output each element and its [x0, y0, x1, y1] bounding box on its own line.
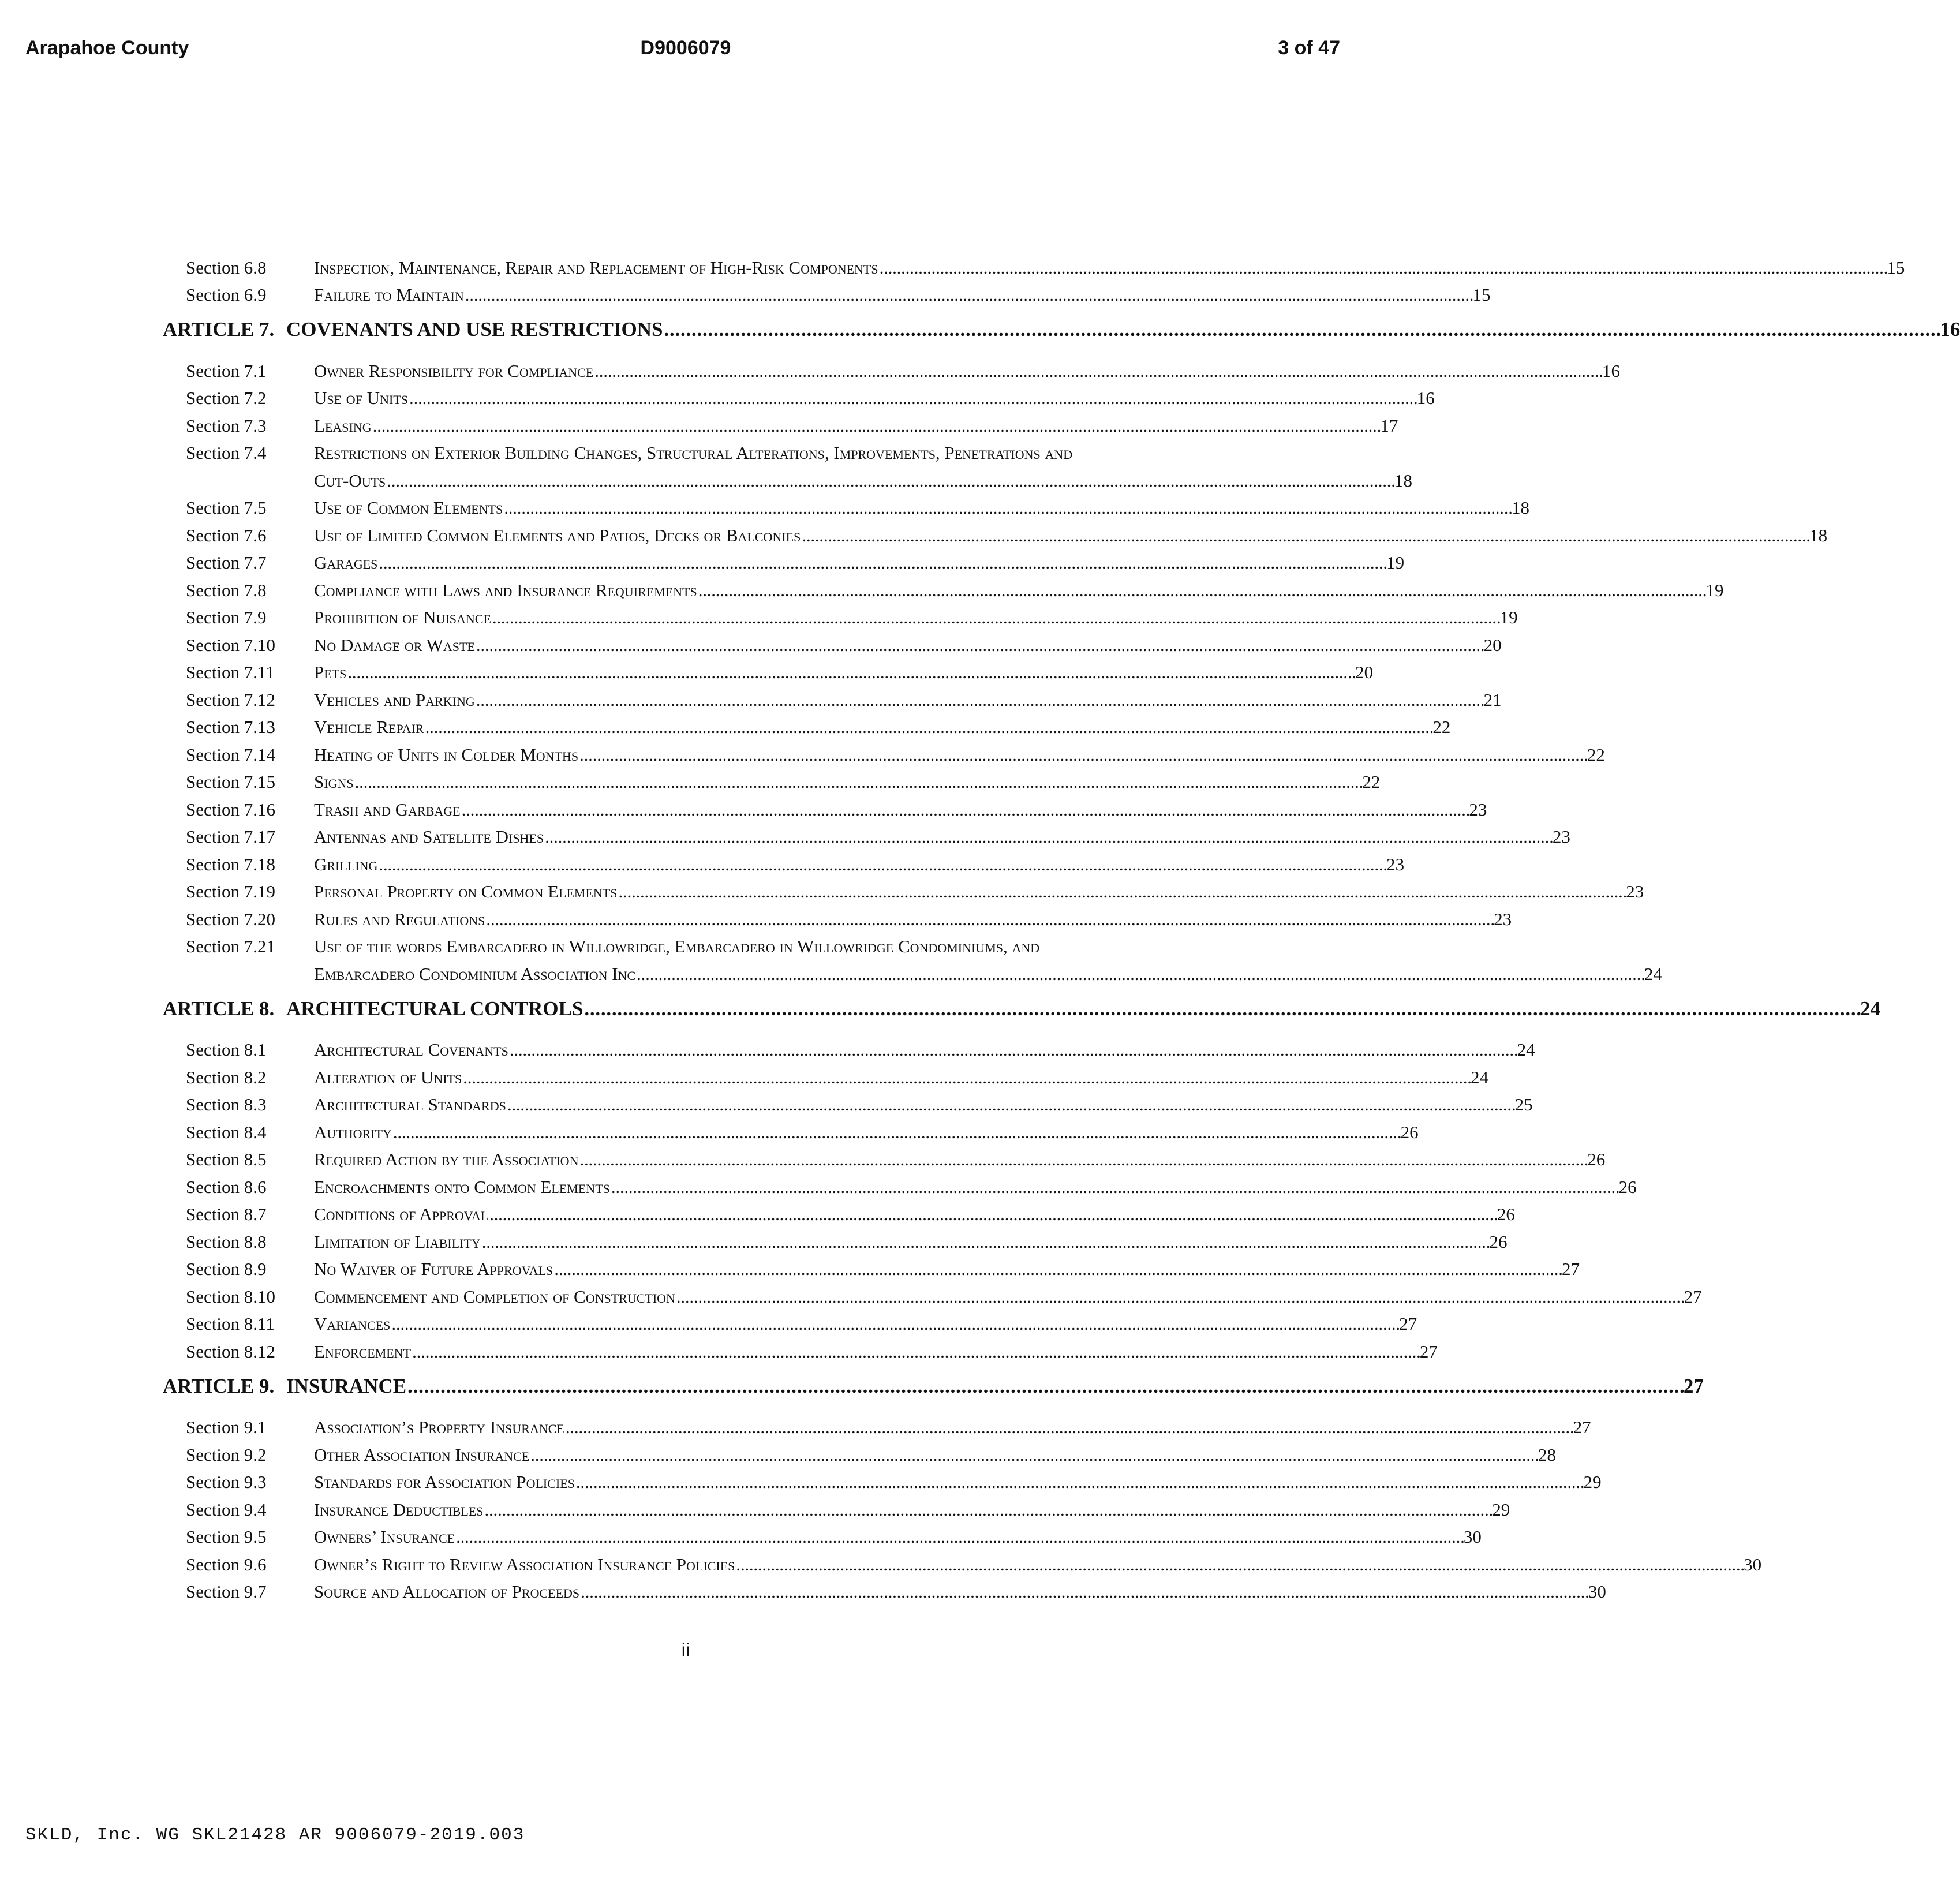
section-number: Section 9.1: [186, 1417, 267, 1437]
section-page: 27: [1573, 1417, 1591, 1437]
dot-leader: [581, 1581, 1587, 1602]
toc-section-entry: [163, 792, 1487, 820]
dot-leader: [637, 964, 1643, 985]
section-number: Section 7.2: [186, 388, 267, 408]
section-title-continued: Embarcadero Condominium Association Inc: [314, 963, 636, 984]
section-page: 19: [1499, 607, 1518, 627]
section-title: Prohibition of Nuisance: [314, 607, 491, 627]
dot-leader: [425, 717, 1432, 738]
section-page: 30: [1744, 1554, 1762, 1575]
section-number: Section 8.3: [186, 1094, 267, 1115]
section-number: Section 7.10: [186, 634, 275, 655]
toc-section-entry: [163, 436, 1212, 464]
dot-leader: [545, 827, 1551, 847]
toc-section-entry: [163, 573, 1724, 601]
toc-section-entry: [163, 1280, 1702, 1307]
toc-section-entry: [163, 546, 1405, 574]
toc-section-entry: [163, 278, 1491, 306]
section-number: Section 9.3: [186, 1472, 267, 1492]
section-title: Use of the words Embarcadero in Willowridge, Embarcadero in Willowridge Condominiums, and: [314, 936, 1040, 956]
dot-leader: [736, 1554, 1742, 1575]
toc-section-entry: [163, 1033, 1535, 1061]
section-number: Section 6.9: [186, 285, 267, 305]
toc-section-entry: [163, 820, 1570, 848]
toc-section-entry: [163, 683, 1502, 710]
section-page: 15: [1472, 285, 1491, 305]
dot-leader: [611, 1177, 1618, 1198]
section-number: Section 9.2: [186, 1444, 267, 1465]
section-number: Section 7.16: [186, 799, 275, 820]
section-page: 22: [1432, 717, 1451, 737]
toc-section-entry: [163, 875, 1644, 903]
toc-section-entry: [163, 628, 1502, 656]
section-title: Variances: [314, 1314, 391, 1334]
section-number: Section 7.19: [186, 881, 275, 902]
dot-leader: [594, 361, 1601, 382]
section-page: 18: [1809, 525, 1828, 545]
toc-section-entry: [163, 1307, 1417, 1335]
toc-section-entry: [163, 1088, 1533, 1116]
section-title: Leasing: [314, 415, 372, 436]
section-number: Section 7.15: [186, 772, 275, 792]
section-number: Section 9.5: [186, 1527, 267, 1547]
toc-section-entry: [163, 518, 1828, 546]
section-number: Section 7.14: [186, 744, 275, 765]
page-count: 3 of 47: [1278, 37, 1340, 59]
section-page: 15: [1887, 257, 1905, 278]
dot-leader: [698, 580, 1705, 601]
section-title: Owner’s Right to Review Association Insurance Policies: [314, 1554, 735, 1575]
section-page: 27: [1561, 1259, 1580, 1279]
section-number: Section 7.7: [186, 552, 267, 573]
section-page: 22: [1362, 772, 1381, 792]
dot-leader: [465, 285, 1472, 305]
section-page: 19: [1386, 552, 1405, 573]
section-number: Section 8.5: [186, 1149, 267, 1169]
section-title: No Damage or Waste: [314, 634, 475, 655]
section-title: Other Association Insurance: [314, 1444, 530, 1465]
dot-leader: [373, 416, 1379, 436]
toc-section-entry: [163, 409, 1398, 436]
dot-leader: [489, 1204, 1496, 1225]
dot-leader: [554, 1259, 1561, 1280]
dot-leader: [391, 1314, 1398, 1334]
section-title: Architectural Standards: [314, 1094, 506, 1115]
section-page: 23: [1626, 881, 1644, 902]
section-page: 18: [1512, 498, 1530, 518]
section-title: Vehicles and Parking: [314, 689, 475, 710]
article-number: ARTICLE 8.: [163, 997, 275, 1020]
article-title: INSURANCE: [286, 1374, 407, 1397]
dot-leader: [676, 1287, 1683, 1307]
section-title: Owner Responsibility for Compliance: [314, 360, 594, 381]
section-number: Section 7.6: [186, 525, 267, 545]
section-page: 24: [1471, 1067, 1488, 1087]
toc-section-entry: [163, 1198, 1515, 1225]
section-title: Authority: [314, 1121, 392, 1142]
dot-leader: [412, 1341, 1419, 1362]
dot-leader: [463, 1067, 1469, 1088]
section-title: Restrictions on Exterior Building Changes, Structural Alterations, Improvements, Penetrations and: [314, 443, 1073, 463]
section-title: Enforcement: [314, 1341, 412, 1362]
section-title: Use of Common Elements: [314, 498, 503, 518]
section-page: 20: [1483, 634, 1502, 655]
toc-section-entry: [163, 738, 1605, 765]
section-page: 28: [1538, 1444, 1556, 1465]
toc-section-entry: [163, 250, 1905, 278]
section-page: 22: [1587, 744, 1605, 765]
section-title: Required Action by the Association: [314, 1149, 579, 1169]
section-page: 23: [1552, 827, 1570, 847]
dot-leader: [456, 1527, 1462, 1547]
section-number: Section 8.8: [186, 1231, 267, 1252]
dot-leader: [482, 1232, 1488, 1252]
dot-leader: [379, 854, 1385, 875]
section-page: 26: [1400, 1121, 1419, 1142]
section-page: 23: [1494, 908, 1512, 929]
dot-leader: [484, 1499, 1491, 1520]
section-title: Commencement and Completion of Construction: [314, 1286, 675, 1307]
article-number: ARTICLE 9.: [163, 1374, 275, 1397]
dot-leader: [355, 772, 1361, 792]
section-page: 16: [1602, 360, 1620, 381]
dot-leader: [579, 1149, 1586, 1170]
section-title: Compliance with Laws and Insurance Requirements: [314, 579, 697, 600]
section-number: Section 7.4: [186, 443, 267, 463]
section-title: Rules and Regulations: [314, 908, 485, 929]
section-title-continued: Cut-Outs: [314, 470, 386, 491]
toc-section-entry: [163, 710, 1451, 738]
dot-leader: [347, 662, 1354, 683]
section-number: Section 7.1: [186, 360, 267, 381]
section-page: 18: [1394, 470, 1413, 491]
section-number: Section 8.10: [186, 1286, 275, 1307]
toc-section-entry: [163, 1438, 1556, 1465]
section-page: 27: [1419, 1341, 1438, 1362]
section-number: Section 8.4: [186, 1121, 267, 1142]
section-number: Section 9.4: [186, 1499, 267, 1520]
dot-leader: [584, 997, 1859, 1020]
section-page: 26: [1489, 1231, 1508, 1252]
dot-leader: [579, 745, 1586, 765]
section-page: 23: [1469, 799, 1487, 820]
article-page: 24: [1860, 997, 1881, 1020]
section-page: 30: [1463, 1527, 1482, 1547]
section-title: Grilling: [314, 854, 378, 874]
section-title: Standards for Association Policies: [314, 1472, 575, 1492]
toc-section-entry: [163, 656, 1374, 683]
dot-leader: [576, 1472, 1583, 1493]
section-page: 24: [1517, 1039, 1535, 1060]
section-page: 24: [1644, 963, 1662, 984]
page-number: ii: [681, 1639, 690, 1661]
county-name: Arapahoe County: [25, 37, 189, 59]
section-title: Use of Limited Common Elements and Patios, Decks or Balconies: [314, 525, 801, 545]
section-number: Section 7.11: [186, 662, 275, 682]
section-title: Pets: [314, 662, 347, 682]
dot-leader: [802, 525, 1808, 546]
toc-section-entry: [163, 382, 1435, 409]
section-title: Antennas and Satellite Dishes: [314, 827, 544, 847]
section-number: Section 8.11: [186, 1314, 275, 1334]
footer-recording-id: SKLD, Inc. WG SKL21428 AR 9006079-2019.003: [25, 1825, 525, 1845]
table-of-contents: [163, 250, 1960, 1602]
section-title: Personal Property on Common Elements: [314, 881, 618, 902]
section-number: Section 7.18: [186, 854, 275, 874]
section-title: Signs: [314, 772, 354, 792]
section-title: Use of Units: [314, 388, 408, 408]
toc-section-entry: [163, 1334, 1438, 1362]
article-title: COVENANTS AND USE RESTRICTIONS: [286, 318, 663, 341]
section-number: Section 7.9: [186, 607, 267, 627]
section-page: 26: [1618, 1176, 1637, 1197]
section-page: 17: [1380, 415, 1398, 436]
section-page: 29: [1492, 1499, 1510, 1520]
toc-section-entry: [163, 354, 1620, 382]
toc-section-entry: [163, 1170, 1637, 1198]
dot-leader: [387, 470, 1393, 491]
section-page: 20: [1355, 662, 1374, 682]
section-number: Section 7.8: [186, 579, 267, 600]
section-title: Limitation of Liability: [314, 1231, 481, 1252]
toc-section-entry: [163, 930, 1212, 958]
dot-leader: [618, 881, 1625, 902]
section-title: Trash and Garbage: [314, 799, 461, 820]
article-page: 16: [1940, 318, 1960, 341]
section-number: Section 7.17: [186, 827, 275, 847]
toc-section-entry: [163, 1411, 1591, 1438]
toc-section-continuation: [163, 957, 1662, 985]
toc-section-entry: [163, 1465, 1602, 1493]
toc-section-entry: [163, 1060, 1488, 1088]
toc-section-entry: [163, 1115, 1419, 1143]
dot-leader: [462, 799, 1468, 820]
section-number: Section 8.7: [186, 1204, 267, 1224]
toc-section-entry: [163, 1547, 1762, 1575]
article-title: ARCHITECTURAL CONTROLS: [286, 997, 583, 1020]
toc-section-entry: [163, 491, 1530, 519]
dot-leader: [492, 607, 1499, 628]
section-number: Section 7.3: [186, 415, 267, 436]
dot-leader: [664, 318, 1939, 341]
dot-leader: [476, 635, 1483, 656]
section-page: 26: [1497, 1204, 1515, 1224]
section-title: Garages: [314, 552, 378, 573]
section-number: Section 8.9: [186, 1259, 267, 1279]
toc-section-entry: [163, 1520, 1482, 1548]
article-page: 27: [1683, 1374, 1704, 1397]
section-number: Section 7.13: [186, 717, 275, 737]
section-title: Architectural Covenants: [314, 1039, 508, 1060]
dot-leader: [507, 1094, 1514, 1115]
section-number: Section 8.12: [186, 1341, 275, 1362]
toc-section-entry: [163, 902, 1512, 930]
section-number: Section 8.1: [186, 1039, 267, 1060]
document-id: D9006079: [640, 37, 731, 59]
dot-leader: [880, 257, 1886, 278]
section-page: 23: [1386, 854, 1405, 874]
section-title: Source and Allocation of Proceeds: [314, 1581, 580, 1602]
section-number: Section 7.12: [186, 689, 275, 710]
toc-article-entry: [163, 305, 1960, 354]
dot-leader: [409, 388, 1416, 409]
section-title: Alteration of Units: [314, 1067, 462, 1087]
section-number: Section 9.6: [186, 1554, 267, 1575]
toc-article-entry: [163, 1362, 1704, 1411]
section-page: 27: [1684, 1286, 1702, 1307]
section-number: Section 7.21: [186, 936, 275, 956]
section-number: Section 7.20: [186, 908, 275, 929]
section-page: 26: [1587, 1149, 1606, 1169]
section-page: 21: [1483, 689, 1502, 710]
dot-leader: [566, 1417, 1572, 1438]
toc-section-entry: [163, 1575, 1606, 1603]
toc-section-entry: [163, 1493, 1510, 1520]
dot-leader: [379, 552, 1385, 573]
toc-section-entry: [163, 847, 1405, 875]
section-title: Heating of Units in Colder Months: [314, 744, 579, 765]
section-page: 27: [1399, 1314, 1417, 1334]
section-number: Section 7.5: [186, 498, 267, 518]
section-page: 19: [1705, 579, 1724, 600]
section-title: Insurance Deductibles: [314, 1499, 484, 1520]
section-title: Conditions of Approval: [314, 1204, 489, 1224]
section-title: Owners’ Insurance: [314, 1527, 455, 1547]
section-title: Association’s Property Insurance: [314, 1417, 564, 1437]
section-title: Inspection, Maintenance, Repair and Replacement of High-Risk Components: [314, 257, 878, 278]
section-number: Section 8.2: [186, 1067, 267, 1087]
section-title: Failure to Maintain: [314, 285, 464, 305]
dot-leader: [393, 1122, 1400, 1143]
dot-leader: [504, 498, 1510, 518]
section-title: No Waiver of Future Approvals: [314, 1259, 553, 1279]
toc-section-entry: [163, 1252, 1580, 1280]
dot-leader: [476, 690, 1483, 710]
section-number: Section 6.8: [186, 257, 267, 278]
dot-leader: [407, 1375, 1682, 1398]
toc-section-continuation: [163, 463, 1413, 491]
section-number: Section 9.7: [186, 1581, 267, 1602]
section-page: 29: [1583, 1472, 1602, 1492]
dot-leader: [510, 1039, 1516, 1060]
toc-section-entry: [163, 765, 1381, 793]
dot-leader: [530, 1445, 1537, 1465]
toc-article-entry: [163, 985, 1881, 1033]
dot-leader: [486, 909, 1493, 930]
section-title: Encroachments onto Common Elements: [314, 1176, 610, 1197]
section-number: Section 8.6: [186, 1176, 267, 1197]
toc-section-entry: [163, 1225, 1508, 1252]
section-page: 25: [1514, 1094, 1533, 1115]
article-number: ARTICLE 7.: [163, 318, 275, 341]
section-page: 30: [1588, 1581, 1606, 1602]
toc-section-entry: [163, 1143, 1606, 1170]
section-title: Vehicle Repair: [314, 717, 424, 737]
section-page: 16: [1416, 388, 1435, 408]
toc-section-entry: [163, 601, 1518, 629]
